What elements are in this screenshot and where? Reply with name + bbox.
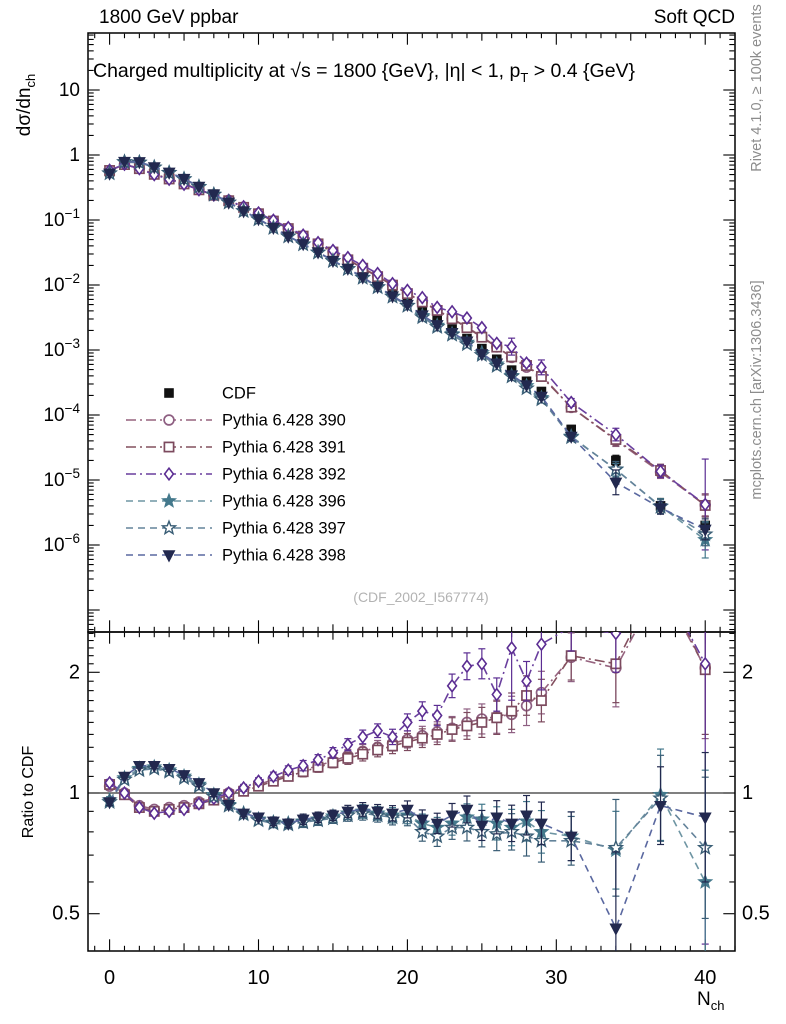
series-pythia-398-main (104, 157, 711, 539)
analysis-id-watermark: (CDF_2002_I567774) (353, 589, 489, 605)
svg-text:10−1: $10^{-1}$ (43, 206, 80, 231)
ratio-y-axis-label: Ratio to CDF (20, 745, 37, 839)
svg-text:10−6: $10^{-6}$ (43, 531, 80, 556)
mcplots-arxiv-note: mcplots.cern.ch [arXiv:1306.3436] (749, 280, 765, 500)
svg-text:0.5: 0.5 (52, 902, 80, 925)
svg-text:1: 1 (742, 782, 754, 804)
svg-text:Pythia 6.428 397: Pythia 6.428 397 (222, 519, 346, 538)
series-pythia-397-main (103, 155, 712, 545)
svg-text:10−5: $10^{-5}$ (43, 466, 80, 491)
svg-text:20: 20 (396, 967, 419, 989)
svg-text:0: 0 (104, 967, 116, 989)
svg-text:2: 2 (68, 661, 80, 684)
sqrt-symbol: √ (290, 60, 301, 82)
series-pythia-396-main (103, 155, 712, 558)
main-panel-frame (88, 33, 735, 632)
svg-text:10−4: $10^{-4}$ (43, 401, 80, 426)
legend-entry-cdf (164, 385, 256, 403)
main-y-axis-label: $d\sigma/dn_{ch}$ (14, 73, 38, 137)
svg-text:Pythia 6.428 396: Pythia 6.428 396 (222, 492, 346, 511)
legend-entry-396 (126, 493, 346, 511)
svg-text:Pythia 6.428 391: Pythia 6.428 391 (222, 438, 346, 457)
legend-entry-391 (126, 439, 346, 457)
legend-entry-392 (126, 466, 346, 484)
svg-text:Pythia 6.428 398: Pythia 6.428 398 (222, 546, 346, 565)
beam-header: 1800 GeV ppbar (99, 7, 239, 28)
axis-tick-labels (43, 80, 769, 989)
legend-entry-398 (126, 547, 346, 565)
svg-text:Pythia 6.428 390: Pythia 6.428 390 (222, 411, 346, 430)
svg-text:10−3: $10^{-3}$ (43, 336, 80, 361)
plot-title: Charged multiplicity at √s = 1800 {GeV}, |η| < 1, $p_T > 0.4$ {GeV} (93, 60, 636, 85)
series-pythia-391-ratio (105, 536, 710, 816)
svg-text:1: 1 (68, 782, 80, 804)
svg-text:2: 2 (742, 661, 754, 684)
legend-entry-390 (126, 412, 346, 430)
svg-text:10: 10 (247, 967, 270, 989)
svg-text:40: 40 (694, 967, 717, 989)
x-axis-label: $N_{ch}$ (697, 989, 725, 1013)
svg-text:10−2: $10^{-2}$ (43, 271, 80, 296)
series-pythia-392-main (105, 158, 709, 549)
series-pythia-390-ratio (105, 546, 710, 814)
svg-text:1: 1 (69, 145, 80, 166)
svg-text:CDF: CDF (222, 384, 256, 403)
ratio-panel-frame (88, 632, 735, 951)
svg-text:Pythia 6.428 392: Pythia 6.428 392 (222, 465, 346, 484)
svg-text:30: 30 (545, 967, 568, 989)
legend (126, 385, 346, 565)
svg-text:10: 10 (58, 80, 80, 101)
legend-entry-397 (126, 520, 346, 538)
svg-text:0.5: 0.5 (742, 902, 770, 925)
rivet-version-note: Rivet 4.1.0, ≥ 100k events (749, 4, 765, 172)
process-group-header: Soft QCD (653, 7, 735, 28)
